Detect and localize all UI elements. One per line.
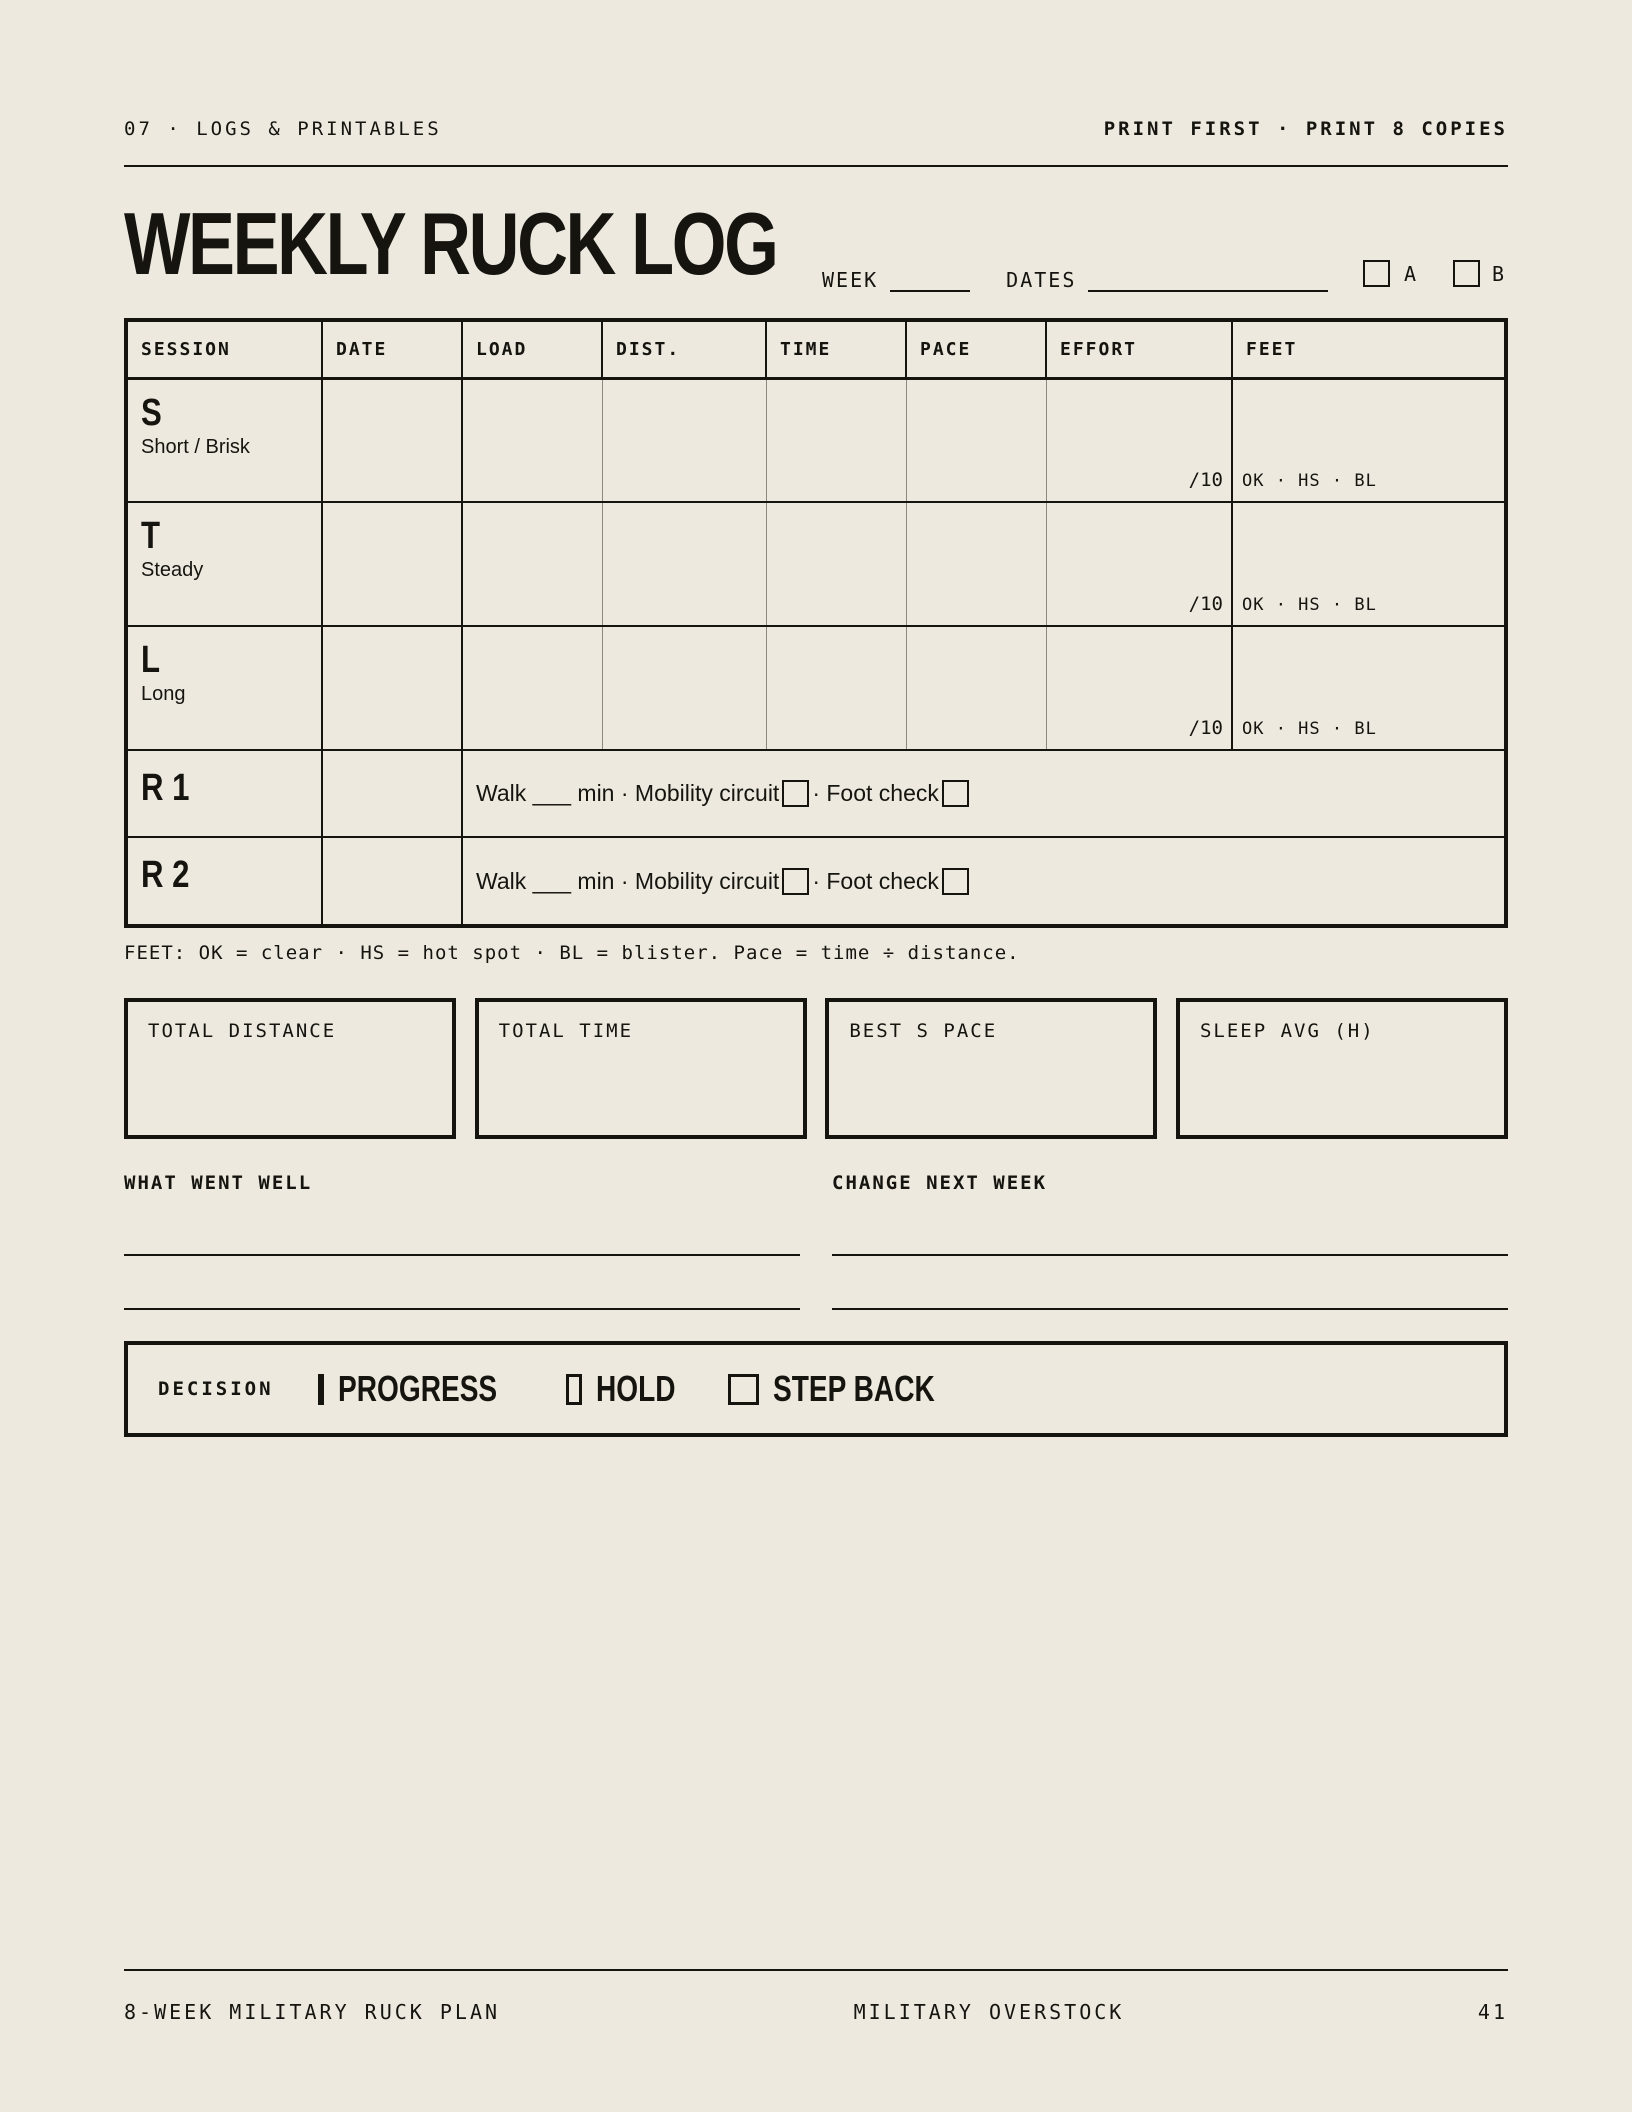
best-s-pace-box[interactable]: [825, 998, 1157, 1139]
decision-option-step-back[interactable]: [728, 1368, 980, 1410]
table-header-row: [128, 322, 1504, 378]
decision-label: DECISION: [158, 1378, 274, 1400]
effort-scale: /10: [1188, 469, 1223, 491]
total-time-label: TOTAL TIME: [498, 1020, 634, 1042]
date-cell[interactable]: [322, 378, 462, 502]
footer-plan-name: 8-WEEK MILITARY RUCK PLAN: [124, 2000, 501, 2024]
session-cell: [128, 502, 322, 626]
load-cell[interactable]: [462, 502, 602, 626]
decision-option-progress[interactable]: [318, 1368, 536, 1410]
load-cell[interactable]: [462, 626, 602, 750]
effort-scale: /10: [1188, 717, 1223, 739]
writing-line[interactable]: [832, 1308, 1508, 1310]
option-b-label: B: [1492, 261, 1505, 286]
table-row: [128, 626, 1504, 750]
writing-line[interactable]: [832, 1254, 1508, 1256]
effort-cell[interactable]: [1046, 378, 1232, 502]
feet-legend: FEET: OK = clear · HS = hot spot · BL = blister. Pace = time ÷ distance.: [124, 942, 1020, 964]
decision-box: [124, 1341, 1508, 1437]
effort-cell[interactable]: [1046, 626, 1232, 750]
week-dates-fields: [822, 258, 1328, 292]
feet-cell[interactable]: [1232, 502, 1504, 626]
col-header-load: LOAD: [462, 322, 602, 378]
footer-divider: [124, 1969, 1508, 1971]
session-letter: L: [141, 639, 161, 681]
col-header-effort: EFFORT: [1046, 322, 1232, 378]
dist-cell[interactable]: [602, 378, 766, 502]
session-name: Steady: [141, 559, 204, 581]
session-cell: [128, 378, 322, 502]
ruck-log-table: [124, 318, 1508, 928]
step-back-label: STEP BACK: [772, 1368, 935, 1409]
dist-cell[interactable]: [602, 626, 766, 750]
hold-label: HOLD: [595, 1368, 676, 1409]
time-cell[interactable]: [766, 502, 906, 626]
sleep-avg-label: SLEEP AVG (H): [1199, 1020, 1375, 1042]
time-cell[interactable]: [766, 626, 906, 750]
rest-walk-text: Walk ___ min · Mobility circuit: [476, 867, 780, 894]
date-cell[interactable]: [322, 750, 462, 837]
session-cell: [128, 626, 322, 750]
session-letter: T: [141, 515, 161, 557]
section-label: 07 · LOGS & PRINTABLES: [124, 118, 442, 140]
print-note: PRINT FIRST · PRINT 8 COPIES: [1103, 118, 1508, 140]
effort-scale: /10: [1188, 593, 1223, 615]
col-header-time: TIME: [766, 322, 906, 378]
table-row: [128, 378, 1504, 502]
date-cell[interactable]: [322, 626, 462, 750]
rest-session-cell: [128, 837, 322, 924]
rest-activity-cell: [462, 837, 1504, 924]
feet-cell[interactable]: [1232, 378, 1504, 502]
col-header-session: SESSION: [128, 322, 322, 378]
week-label: WEEK: [822, 268, 879, 292]
rest-day-label: R 1: [141, 767, 190, 809]
mobility-checkbox[interactable]: [782, 780, 809, 807]
rest-day-row: [128, 837, 1504, 924]
table-row: [128, 502, 1504, 626]
col-header-date: DATE: [322, 322, 462, 378]
page-title: WEEKLY RUCK LOG: [124, 194, 777, 293]
pace-cell[interactable]: [906, 502, 1046, 626]
col-header-feet: FEET: [1232, 322, 1504, 378]
hold-checkbox[interactable]: [566, 1374, 582, 1405]
week-input-line[interactable]: [890, 262, 970, 292]
progress-checkbox[interactable]: [318, 1374, 324, 1405]
option-a: [1363, 260, 1416, 287]
dates-input-line[interactable]: [1088, 262, 1328, 292]
total-time-box[interactable]: [475, 998, 807, 1139]
foot-check-checkbox[interactable]: [942, 780, 969, 807]
footer-brand: MILITARY OVERSTOCK: [853, 2000, 1125, 2024]
dates-label: DATES: [1006, 268, 1077, 292]
feet-options: OK · HS · BL: [1242, 595, 1377, 615]
feet-options: OK · HS · BL: [1242, 719, 1377, 739]
pace-cell[interactable]: [906, 378, 1046, 502]
feet-cell[interactable]: [1232, 626, 1504, 750]
option-b-checkbox[interactable]: [1453, 260, 1480, 287]
rest-session-cell: [128, 750, 322, 837]
session-name: Long: [141, 683, 186, 705]
page-header: [124, 118, 1508, 140]
rest-day-label: R 2: [141, 854, 190, 896]
feet-options: OK · HS · BL: [1242, 471, 1377, 491]
progress-label: PROGRESS: [337, 1368, 497, 1409]
page-footer: [124, 2000, 1508, 2024]
change-next-week-label: CHANGE NEXT WEEK: [832, 1172, 1048, 1194]
total-distance-label: TOTAL DISTANCE: [148, 1020, 337, 1042]
total-distance-box[interactable]: [124, 998, 456, 1139]
decision-option-hold[interactable]: [566, 1368, 698, 1410]
option-b: [1453, 260, 1504, 287]
change-next-week-section: [832, 1172, 1508, 1194]
writing-line[interactable]: [124, 1308, 800, 1310]
date-cell[interactable]: [322, 502, 462, 626]
load-cell[interactable]: [462, 378, 602, 502]
what-went-well-section: [124, 1172, 800, 1194]
col-header-pace: PACE: [906, 322, 1046, 378]
step-back-checkbox[interactable]: [728, 1374, 759, 1405]
option-a-label: A: [1404, 261, 1417, 286]
sleep-avg-box[interactable]: [1176, 998, 1508, 1139]
time-cell[interactable]: [766, 378, 906, 502]
session-letter: S: [141, 391, 162, 434]
foot-check-checkbox[interactable]: [942, 868, 969, 895]
session-name: Short / Brisk: [141, 435, 250, 458]
col-header-dist: DIST.: [602, 322, 766, 378]
page-number: 41: [1477, 2000, 1508, 2024]
date-cell[interactable]: [322, 837, 462, 924]
option-a-checkbox[interactable]: [1363, 260, 1390, 287]
totals-row: [124, 998, 1508, 1139]
dist-cell[interactable]: [602, 502, 766, 626]
rest-foot-text: · Foot check: [812, 780, 939, 806]
mobility-checkbox[interactable]: [782, 868, 809, 895]
header-divider: [124, 165, 1508, 167]
best-s-pace-label: BEST S PACE: [849, 1020, 998, 1042]
what-went-well-label: WHAT WENT WELL: [124, 1172, 313, 1194]
pace-cell[interactable]: [906, 626, 1046, 750]
rest-foot-text: · Foot check: [812, 867, 939, 894]
rest-activity-cell: [462, 750, 1504, 837]
writing-line[interactable]: [124, 1254, 800, 1256]
effort-cell[interactable]: [1046, 502, 1232, 626]
rest-walk-text: Walk ___ min · Mobility circuit: [476, 780, 780, 806]
rest-day-row: [128, 750, 1504, 837]
